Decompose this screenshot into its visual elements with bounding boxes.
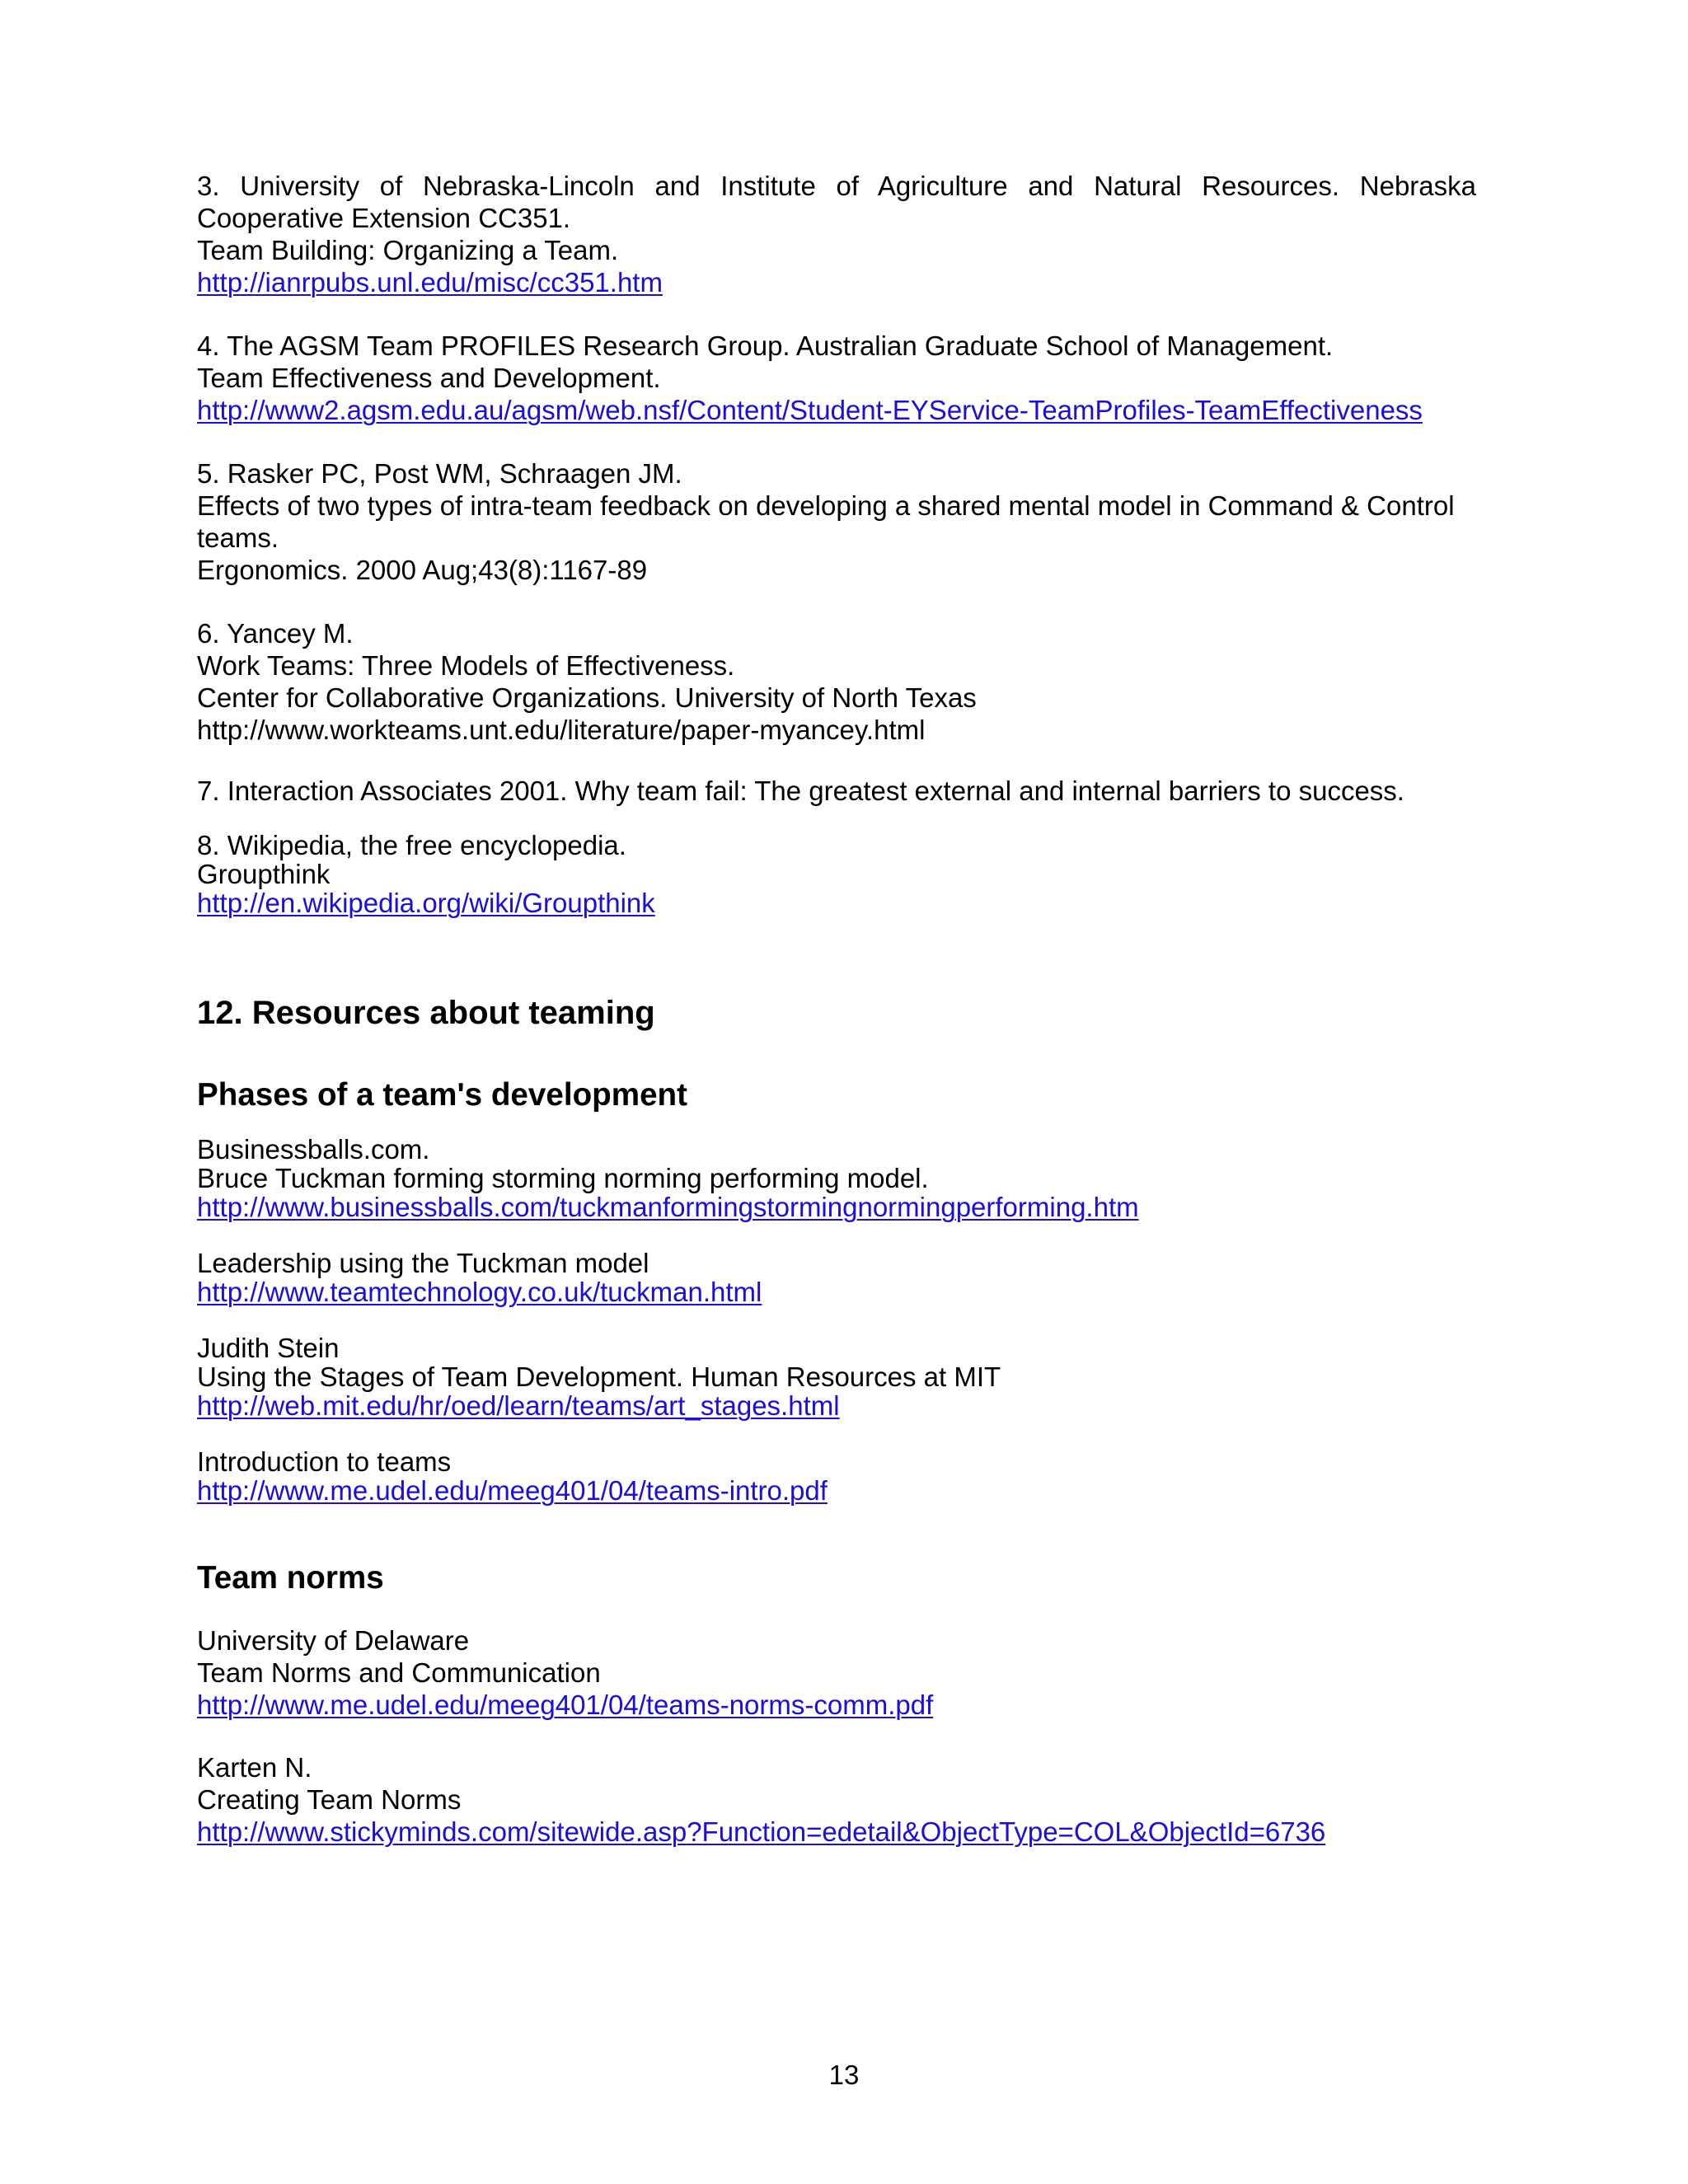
reference-6-line-1: 6. Yancey M. — [197, 618, 354, 649]
phases-item-2-link[interactable]: http://www.teamtechnology.co.uk/tuckman.html — [197, 1277, 762, 1307]
phases-item-1-line-1: Businessballs.com. — [197, 1134, 430, 1165]
reference-6 — [197, 617, 1476, 746]
reference-3-line-1: 3. University of Nebraska-Lincoln and Institute of Agriculture and Natural Resources. Nebraska — [197, 171, 1476, 201]
phases-item-3-line-2: Using the Stages of Team Development. Human Resources at MIT — [197, 1361, 1001, 1392]
phases-item-2 — [197, 1249, 1476, 1306]
section-title: 12. Resources about teaming — [197, 995, 655, 1031]
reference-5 — [197, 457, 1476, 586]
norms-heading: Team norms — [197, 1560, 384, 1596]
phases-item-3-line-1: Judith Stein — [197, 1333, 340, 1363]
reference-4-line-1: 4. The AGSM Team PROFILES Research Group. Australian Graduate School of Management. — [197, 330, 1334, 361]
reference-7 — [197, 775, 1476, 807]
reference-5-line-1: 5. Rasker PC, Post WM, Schraagen JM. — [197, 458, 682, 489]
reference-5-line-2: Effects of two types of intra-team feedback on developing a shared mental model in Command & Control — [197, 490, 1455, 521]
reference-8-link[interactable]: http://en.wikipedia.org/wiki/Groupthink — [197, 888, 655, 918]
reference-3 — [197, 170, 1476, 298]
reference-6-line-3: Center for Collaborative Organizations. University of North Texas — [197, 682, 977, 713]
phases-item-3 — [197, 1333, 1476, 1420]
norms-item-2-line-2: Creating Team Norms — [197, 1784, 462, 1815]
reference-4-line-2: Team Effectiveness and Development. — [197, 363, 661, 393]
phases-item-1 — [197, 1135, 1476, 1221]
norms-item-1-line-1: University of Delaware — [197, 1625, 470, 1656]
norms-item-2 — [197, 1751, 1476, 1848]
norms-item-2-line-1: Karten N. — [197, 1752, 312, 1783]
reference-4 — [197, 330, 1476, 426]
reference-6-line-2: Work Teams: Three Models of Effectiveness. — [197, 650, 735, 681]
reference-8-line-1: 8. Wikipedia, the free encyclopedia. — [197, 830, 626, 860]
reference-8 — [197, 831, 1476, 917]
reference-5-line-4: Ergonomics. 2000 Aug;43(8):1167-89 — [197, 555, 648, 585]
phases-item-3-link[interactable]: http://web.mit.edu/hr/oed/learn/teams/art_stages.html — [197, 1390, 840, 1421]
phases-item-4-link[interactable]: http://www.me.udel.edu/meeg401/04/teams-intro.pdf — [197, 1475, 828, 1506]
reference-5-line-3: teams. — [197, 523, 279, 553]
phases-item-4-line-1: Introduction to teams — [197, 1446, 452, 1477]
reference-3-line-3: Team Building: Organizing a Team. — [197, 235, 619, 265]
phases-item-1-link[interactable]: http://www.businessballs.com/tuckmanformingstormingnormingperforming.htm — [197, 1192, 1139, 1222]
page-number: 13 — [828, 2060, 860, 2090]
norms-item-1-link[interactable]: http://www.me.udel.edu/meeg401/04/teams-norms-comm.pdf — [197, 1690, 934, 1720]
phases-item-2-line-1: Leadership using the Tuckman model — [197, 1248, 649, 1278]
phases-item-1-line-2: Bruce Tuckman forming storming norming performing model. — [197, 1163, 929, 1193]
phases-heading: Phases of a team's development — [197, 1077, 687, 1113]
phases-item-4 — [197, 1447, 1476, 1505]
reference-3-link[interactable]: http://ianrpubs.unl.edu/misc/cc351.htm — [197, 267, 663, 298]
reference-8-line-2: Groupthink — [197, 859, 331, 889]
document-page — [197, 170, 1476, 1874]
norms-item-1-line-2: Team Norms and Communication — [197, 1657, 601, 1688]
reference-4-link[interactable]: http://www2.agsm.edu.au/agsm/web.nsf/Content/Student-EYService-TeamProfiles-TeamEffectiveness — [197, 395, 1423, 425]
reference-7-line-1: 7. Interaction Associates 2001. Why team fail: The greatest external and internal barriers to success. — [197, 776, 1404, 806]
reference-6-line-4: http://www.workteams.unt.edu/literature/paper-myancey.html — [197, 715, 926, 745]
reference-3-line-2: Cooperative Extension CC351. — [197, 203, 571, 233]
norms-item-2-link[interactable]: http://www.stickyminds.com/sitewide.asp?Function=edetail&ObjectType=COL&ObjectId=6736 — [197, 1816, 1326, 1847]
norms-item-1 — [197, 1624, 1476, 1721]
